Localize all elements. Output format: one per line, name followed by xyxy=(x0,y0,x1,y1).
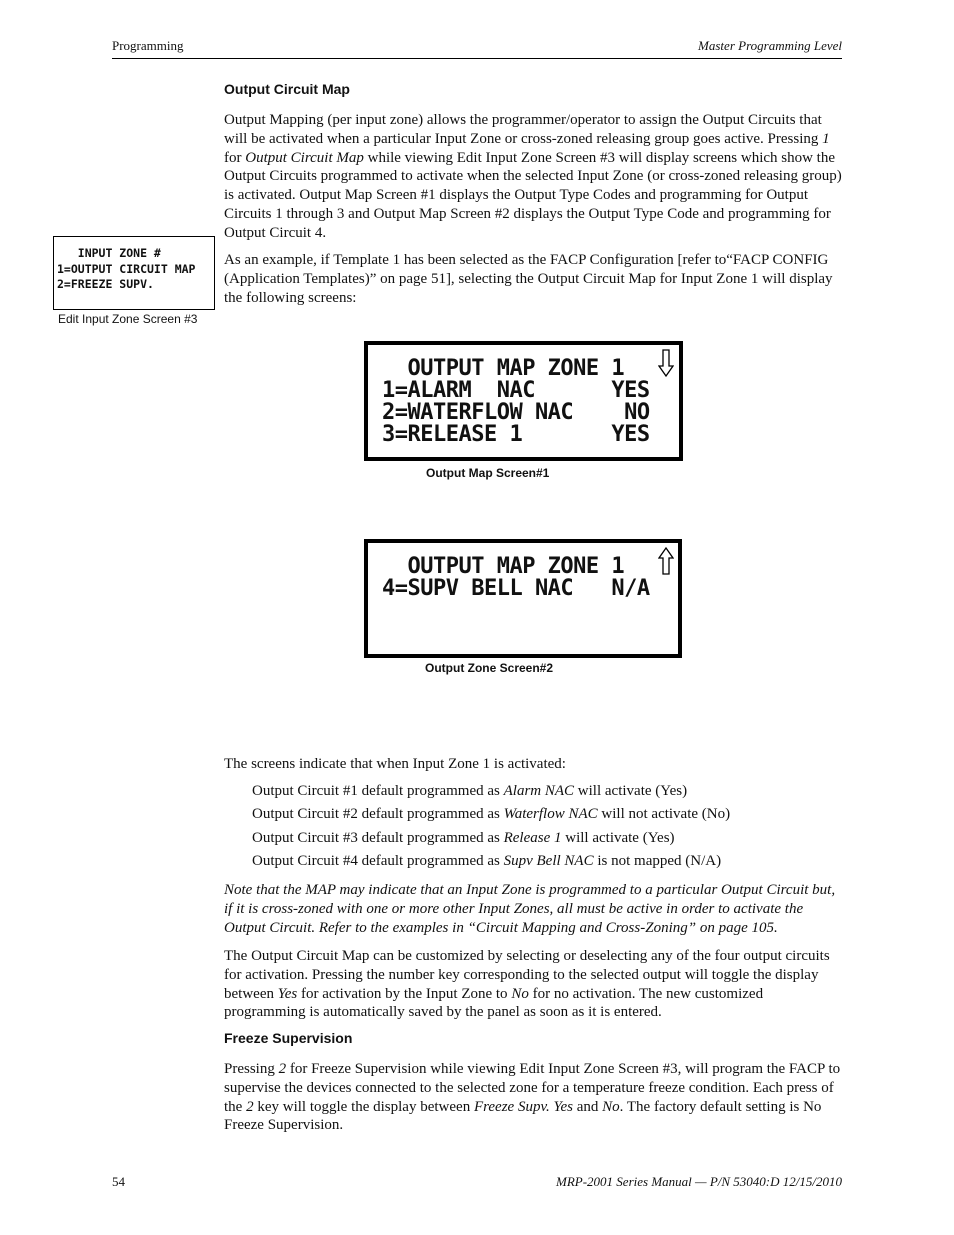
output-map-screen-2-caption: Output Zone Screen#2 xyxy=(425,661,554,675)
lcd-line: INPUT ZONE # xyxy=(57,246,161,260)
list-item: Output Circuit #2 default programmed as Waterflow NAC will not activate (No) xyxy=(252,806,731,822)
running-header-left: Programming xyxy=(112,38,184,53)
screens-intro-text: The screens indicate that when Input Zone 1 is activated: xyxy=(224,756,566,772)
paragraph-customize: The Output Circuit Map can be customized by selecting or deselecting any of the four output circuits for activation. Pressing the number key corresponding to the selected output will toggle the display between Yes for activation by the Input Zone to No for no activation. The new customized programming is automatically saved by the panel as soon as it is entered. xyxy=(224,948,830,1021)
header-rule xyxy=(112,58,842,59)
output-map-screen-1-caption: Output Map Screen#1 xyxy=(426,466,550,480)
list-item: Output Circuit #1 default programmed as Alarm NAC will activate (Yes) xyxy=(252,783,688,799)
lcd-line: 2=WATERFLOW NAC NO xyxy=(382,400,650,425)
lcd-line: 4=SUPV BELL NAC N/A xyxy=(382,576,650,601)
page-number: 54 xyxy=(112,1174,125,1189)
lcd-line: 2=FREEZE SUPV. xyxy=(57,277,154,291)
paragraph-freeze-supervision: Pressing 2 for Freeze Supervision while viewing Edit Input Zone Screen #3, will program the FACP to supervise the devices connected to the selected zone for a temperature freeze condition. Each press of the 2 key will toggle the display between Freeze Supv. Yes and No. The factory default setting is No Freeze Supervision. xyxy=(224,1061,841,1134)
down-arrow-icon xyxy=(658,349,674,377)
lcd-line: 3=RELEASE 1 YES xyxy=(382,422,650,447)
footer-manual-reference: MRP-2001 Series Manual — P/N 53040:D 12/15/2010 xyxy=(556,1174,842,1189)
running-header-right: Master Programming Level xyxy=(698,38,842,53)
paragraph-output-mapping: Output Mapping (per input zone) allows the programmer/operator to assign the Output Circuits that will be activated when a particular Input Zone or cross-zoned releasing group goes active. Pressing 1 for Output Circuit Map while viewing Edit Input Zone Screen #3 will display screens which show the Output Circuits programmed to activate when the selected Input Zone (or cross-zoned releasing group) is activated. Output Map Screen #1 displays the Output Type Codes and programming for Output Circuits 1 through 3 and Output Map Screen #2 displays the Output Type Code and programming for Output Circuit 4. xyxy=(224,112,842,241)
output-map-screen-1 xyxy=(364,341,683,461)
edit-input-zone-screen-3 xyxy=(53,236,215,310)
lcd-line: OUTPUT MAP ZONE 1 xyxy=(382,554,625,579)
edit-input-zone-caption: Edit Input Zone Screen #3 xyxy=(58,312,198,326)
list-item: Output Circuit #4 default programmed as Supv Bell NAC is not mapped (N/A) xyxy=(252,853,722,869)
lcd-line: 1=ALARM NAC YES xyxy=(382,378,650,403)
section-heading-freeze-supervision: Freeze Supervision xyxy=(224,1030,353,1046)
output-map-screen-2 xyxy=(364,539,682,658)
list-item: Output Circuit #3 default programmed as Release 1 will activate (Yes) xyxy=(252,830,675,846)
note-paragraph: Note that the MAP may indicate that an Input Zone is programmed to a particular Output Circuit but, if it is cross-zoned with one or more other Input Zones, all must be active in order to activate the Output Circuit. Refer to the examples in “Circuit Mapping and Cross-Zoning” on page 105. xyxy=(224,882,836,936)
paragraph-example: As an example, if Template 1 has been selected as the FACP Configuration [refer to“FACP CONFIG (Application Templates)” on page 51], selecting the Output Circuit Map for Input Zone 1 will display the following screens: xyxy=(224,252,833,306)
lcd-line: 1=OUTPUT CIRCUIT MAP xyxy=(57,262,196,276)
section-heading-output-circuit-map: Output Circuit Map xyxy=(224,81,350,97)
up-arrow-icon xyxy=(658,547,674,575)
lcd-line: OUTPUT MAP ZONE 1 xyxy=(382,356,625,381)
